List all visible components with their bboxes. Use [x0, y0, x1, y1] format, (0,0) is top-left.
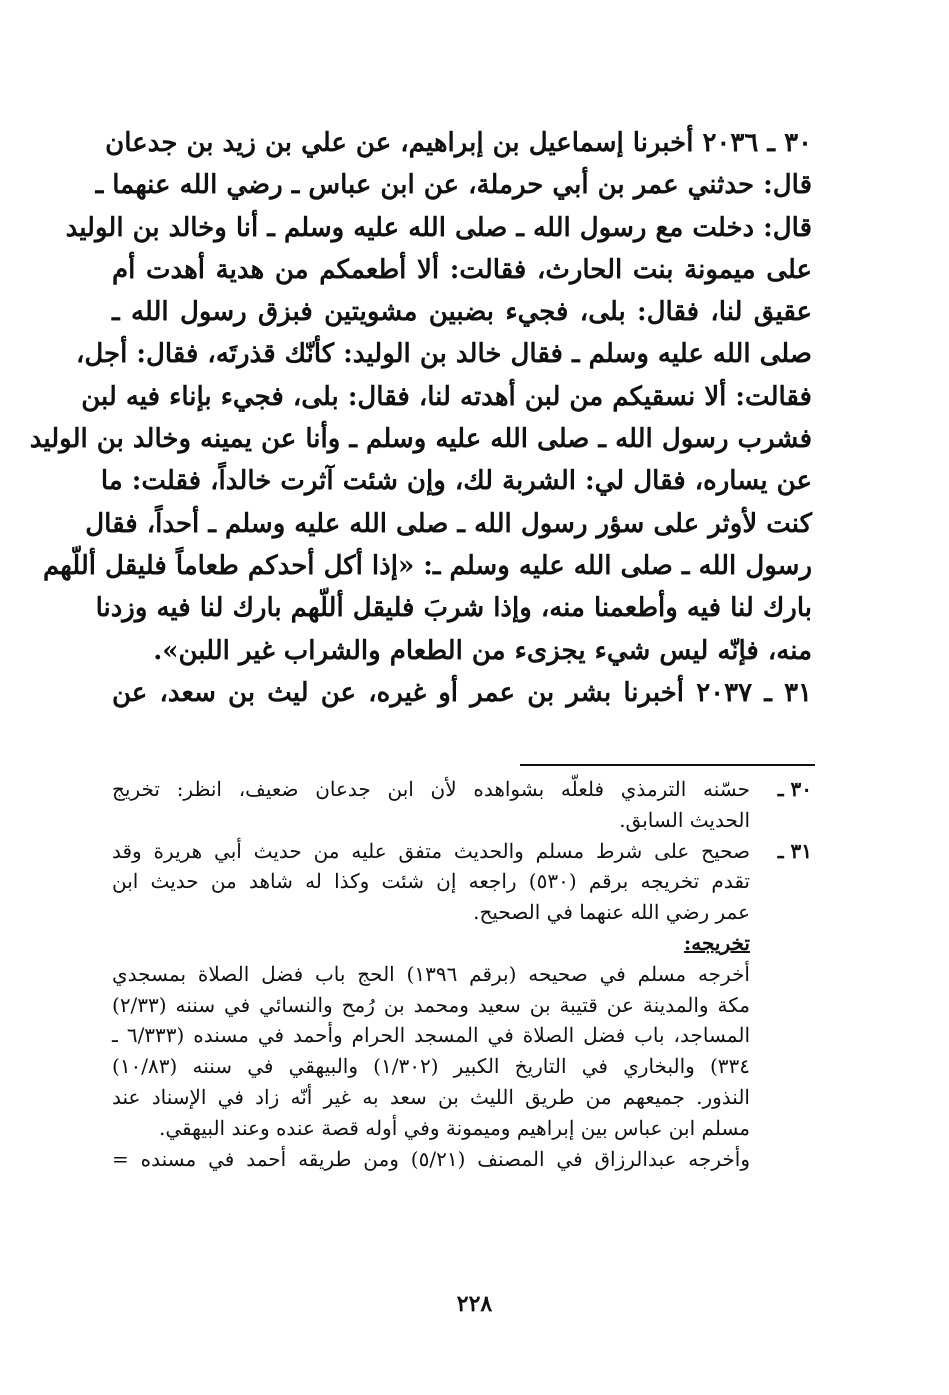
main-line: على ميمونة بنت الحارث، فقالت: ألا أطعمكم من هدية أهدت أم [112, 254, 812, 285]
footnote-30 [112, 774, 812, 836]
footnote-line: ٣٣٤) والبخاري في التاريخ الكبير (١/٣٠٢) والبيهقي في سننه (١٠/٨٣) [112, 1054, 750, 1079]
footnote-line: أخرجه مسلم في صحيحه (برقم ١٣٩٦) الحج باب فضل الصلاة بمسجدي [112, 961, 750, 986]
footnote-subheading: تخريجه: [683, 930, 750, 955]
footnote-body [112, 774, 750, 836]
footnote-line: وأخرجه عبدالرزاق في المصنف (٥/٢١) ومن طريقه أحمد في مسنده = [112, 1146, 751, 1171]
footnote-line: عمر رضي الله عنهما في الصحيح. [473, 900, 750, 925]
main-line: عن يساره، فقال لي: الشربة لك، وإن شئت آثرت خالداً، فقلت: ما [100, 466, 812, 497]
footnote-line: تقدم تخريجه برقم (٥٣٠) راجعه إن شئت وكذا له شاهد من حديث ابن [112, 869, 750, 894]
footnote-takhrij [112, 928, 750, 1174]
main-line: قال: دخلت مع رسول الله ـ صلى الله عليه وسلم ـ أنا وخالد بن الوليد [65, 212, 812, 243]
footnote-line: المساجد، باب فضل الصلاة في المسجد الحرام وأحمد في مسنده (٦/٣٣٣ ـ [112, 1023, 751, 1048]
main-line: بارك لنا فيه وأطعمنا منه، وإذا شربَ فليقل أللّهم بارك لنا فيه وزدنا [95, 593, 812, 624]
main-line: كنت لأوثر على سؤر رسول الله ـ صلى الله عليه وسلم ـ أحداً، فقال [85, 508, 812, 539]
footnotes [112, 774, 812, 1174]
footnote-line: مكة والمدينة عن قتيبة بن سعيد ومحمد بن رُمح والنسائي في سننه (٢/٣٣) [112, 992, 750, 1017]
footnote-number: ٣١ ـ [777, 838, 812, 863]
main-line: منه، فإنّه ليس شيء يجزىء من الطعام والشراب غير اللبن». [153, 635, 812, 666]
footnote-31 [112, 836, 812, 1175]
footnote-line: حسّنه الترمذي فلعلّه بشواهده لأن ابن جدعان ضعيف، انظر: تخريج [112, 777, 750, 801]
footnote-line: صحيح على شرط مسلم والحديث متفق عليه من حديث أبي هريرة وقد [112, 838, 750, 863]
main-line: رسول الله ـ صلى الله عليه وسلم ـ: «إذا أكل أحدكم طعاماً فليقل أللّهم [42, 550, 812, 581]
page-number: ٢٢٨ [456, 1291, 493, 1317]
main-line: ٣٠ ـ ٢٠٣٦ أخبرنا إسماعيل بن إبراهيم، عن علي بن زيد بن جدعان [105, 128, 812, 158]
footnote-line: مسلم ابن عباس بين إبراهيم وميمونة وفي أوله قصة عنده وعند البيهقي. [159, 1115, 750, 1140]
main-line: ٣١ ـ ٢٠٣٧ أخبرنا بشر بن عمر أو غيره، عن ليث بن سعد، عن [112, 677, 812, 708]
footnote-line: النذور. جميعهم من طريق الليث بن سعد به غير أنّه زاد في الإسناد عند [112, 1084, 750, 1109]
main-line: عقيق لنا، فقال: بلى، فجيء بضبين مشويتين فبزق رسول الله ـ [112, 297, 812, 328]
main-line: صلى الله عليه وسلم ـ فقال خالد بن الوليد: كأنّك قذرتَه، فقال: أجل، [75, 339, 812, 370]
footnote-body [112, 836, 750, 928]
main-line: قال: حدثني عمر بن أبي حرملة، عن ابن عباس ـ رضي الله عنهما ـ [95, 170, 812, 201]
footnote-separator [520, 764, 815, 766]
main-line: فشرب رسول الله ـ صلى الله عليه وسلم ـ وأنا عن يمينه وخالد بن الوليد [29, 424, 812, 455]
footnote-line: الحديث السابق. [619, 807, 750, 832]
footnote-number: ٣٠ ـ [777, 777, 812, 801]
main-line: فقالت: ألا نسقيكم من لبن أهدته لنا، فقال: بلى، فجيء بإناء فيه لبن [81, 381, 812, 412]
main-text [29, 122, 812, 714]
